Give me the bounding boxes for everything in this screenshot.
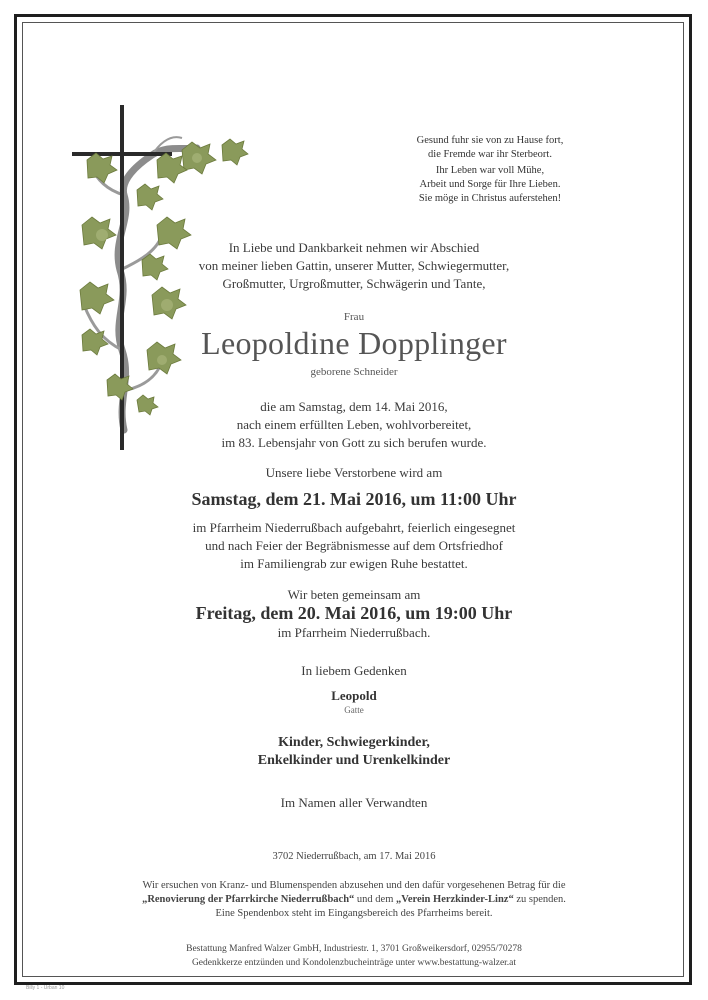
poem-line: Gesund fuhr sie von zu Hause fort,	[416, 135, 564, 146]
maiden-name: geborene Schneider	[310, 366, 398, 378]
memory-line: In liebem Gedenken	[301, 663, 407, 678]
donation-line: „Renovierung der Pfarrkirche Niederrußbach“ und dem „Verein Herzkinder-Linz“ zu spenden.	[142, 894, 566, 905]
funeral-details-line: im Pfarrheim Niederrußbach aufgebahrt, feierlich eingesegnet	[192, 520, 516, 535]
intro-line: Großmutter, Urgroßmutter, Schwägerin und Tante,	[222, 276, 486, 291]
place-date: 3702 Niederrußbach, am 17. Mai 2016	[272, 851, 436, 862]
undertaker-line: Bestattung Manfred Walzer GmbH, Industriestr. 1, 3701 Großweikersdorf, 02955/70278	[186, 944, 522, 954]
poem-line: die Fremde war ihr Sterbeort.	[428, 149, 552, 160]
death-info-line: die am Samstag, dem 14. Mai 2016,	[260, 399, 448, 414]
poem-line: Arbeit und Sorge für Ihre Lieben.	[419, 179, 561, 190]
donation-line: Eine Spendenbox steht im Eingangsbereich des Pfarrheims bereit.	[215, 908, 493, 919]
family-line: Kinder, Schwiegerkinder,	[278, 735, 430, 750]
poem-line: Sie möge in Christus auferstehen!	[418, 193, 562, 204]
donation-line: Wir ersuchen von Kranz- und Blumenspenden abzusehen und den dafür vorgesehenen Betrag für die	[142, 880, 566, 891]
death-info-line: im 83. Lebensjahr von Gott zu sich berufen wurde.	[221, 435, 487, 450]
prayer-date: Freitag, dem 20. Mai 2016, um 19:00 Uhr	[195, 603, 513, 623]
funeral-details-line: und nach Feier der Begräbnismesse auf dem Ortsfriedhof	[205, 538, 503, 553]
intro-line: In Liebe und Dankbarkeit nehmen wir Abschied	[228, 240, 480, 255]
family-line: Enkelkinder und Urenkelkinder	[257, 753, 451, 768]
footer-code: Billy 1 - Urban 10	[26, 985, 65, 991]
deceased-name: Leopoldine Dopplinger	[201, 325, 507, 361]
spouse-role: Gatte	[344, 705, 364, 715]
spouse-name: Leopold	[331, 688, 377, 703]
prayer-place: im Pfarrheim Niederrußbach.	[277, 625, 431, 640]
intro-line: von meiner lieben Gattin, unserer Mutter, Schwiegermutter,	[198, 258, 510, 273]
undertaker-line: Gedenkkerze entzünden und Kondolenzbucheinträge unter www.bestattung-walzer.at	[191, 958, 517, 968]
relatives-line: Im Namen aller Verwandten	[280, 795, 428, 810]
salutation: Frau	[343, 311, 365, 323]
funeral-intro: Unsere liebe Verstorbene wird am	[265, 465, 443, 480]
funeral-details-line: im Familiengrab zur ewigen Ruhe bestattet.	[240, 556, 468, 571]
donation-cause: „Verein Herzkinder-Linz“	[395, 894, 514, 905]
death-info-line: nach einem erfüllten Leben, wohlvorbereitet,	[236, 417, 472, 432]
donation-cause: „Renovierung der Pfarrkirche Niederrußbach“	[142, 894, 355, 905]
poem-line: Ihr Leben war voll Mühe,	[435, 165, 545, 176]
prayer-intro: Wir beten gemeinsam am	[287, 587, 421, 602]
funeral-date: Samstag, dem 21. Mai 2016, um 11:00 Uhr	[191, 489, 517, 509]
